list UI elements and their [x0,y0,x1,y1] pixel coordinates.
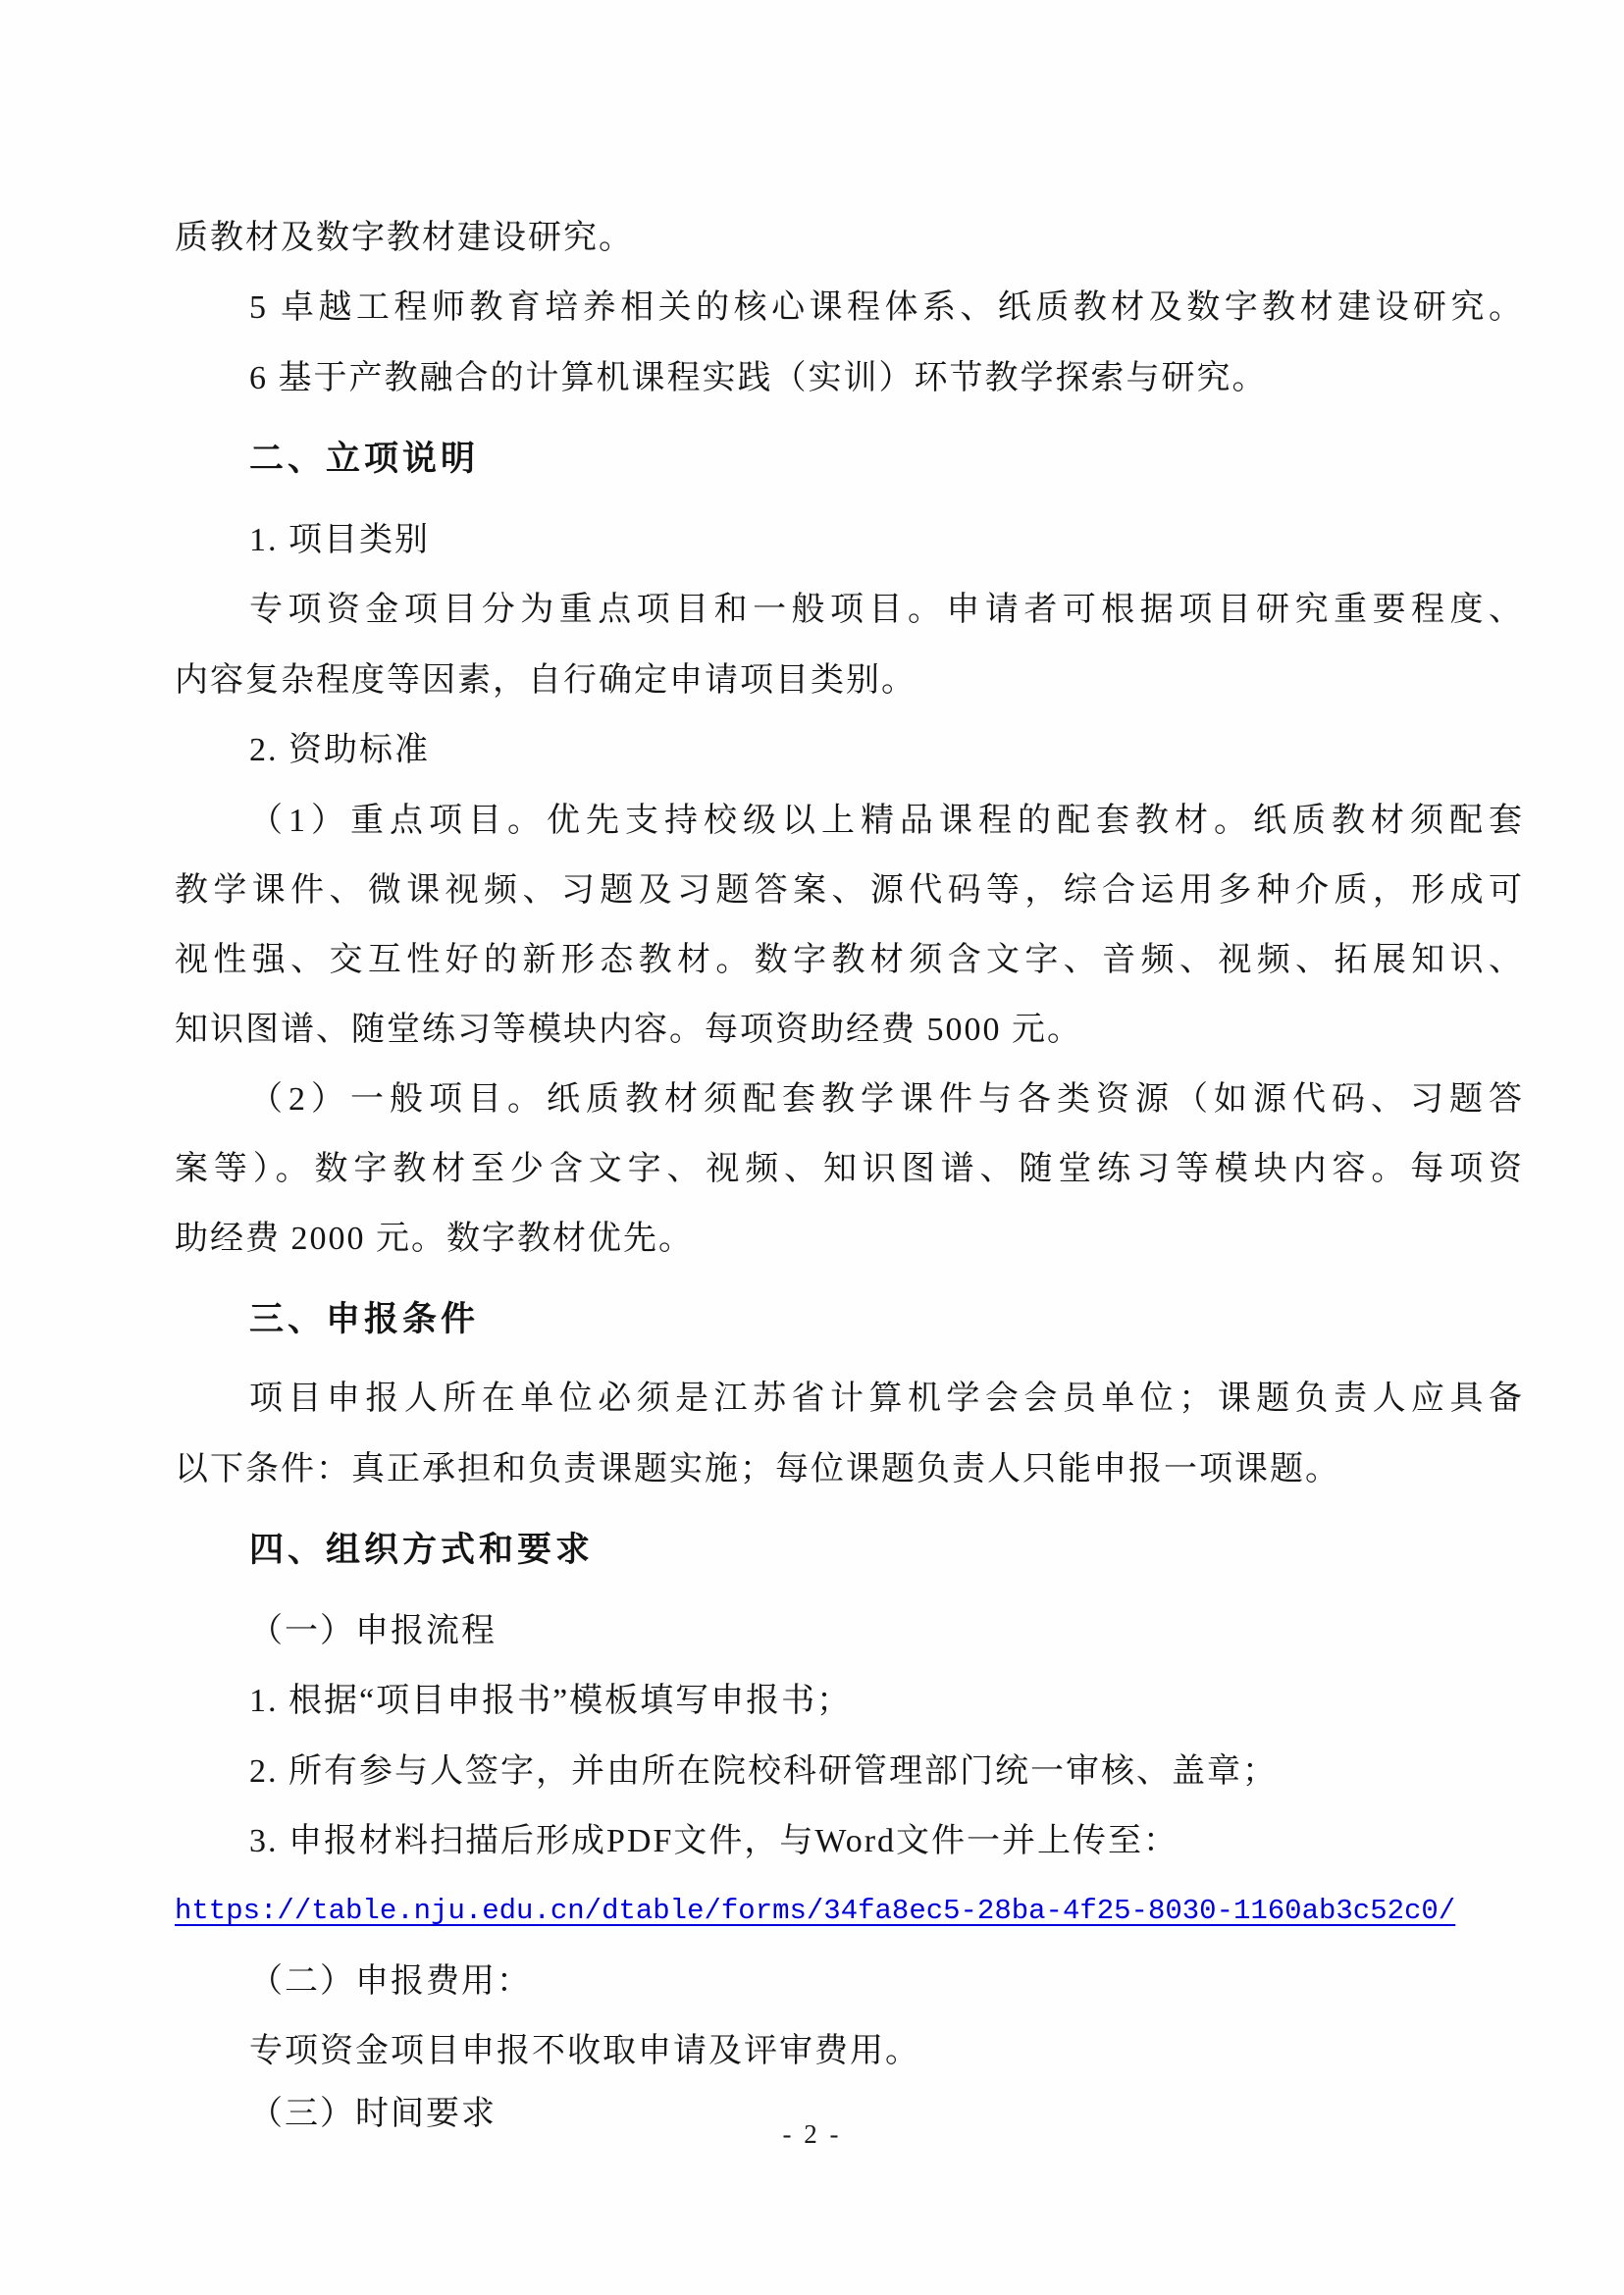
body-line: 质教材及数字教材建设研究。 [175,220,634,256]
body-line: 案等）。数字教材至少含文字、视频、知识图谱、随堂练习等模块内容。每项资 [175,1151,1524,1187]
body-line: （2）一般项目。纸质教材须配套教学课件与各类资源（如源代码、习题答 [249,1081,1524,1118]
body-line: 视性强、交互性好的新形态教材。数字教材须含文字、音频、视频、拓展知识、 [175,942,1524,978]
body-line: （1）重点项目。优先支持校级以上精品课程的配套教材。纸质教材须配套 [249,803,1524,839]
step-line-2: 2. 所有参与人签字，并由所在院校科研管理部门统一审核、盖章； [249,1753,1278,1790]
body-line: 以下条件：真正承担和负责课题实施；每位课题负责人只能申报一项课题。 [175,1451,1340,1487]
body-line: 项目申报人所在单位必须是江苏省计算机学会会员单位；课题负责人应具备 [249,1381,1524,1417]
upload-link[interactable]: https://table.nju.edu.cn/dtable/forms/34fa8ec5-28ba-4f25-8030-1160ab3c52c0/ [175,1895,1456,1927]
body-line: 教学课件、微课视频、习题及习题答案、源代码等，综合运用多种介质，形成可 [175,872,1524,909]
page-number: - 2 - [782,2119,842,2149]
body-line: 内容复杂程度等因素，自行确定申请项目类别。 [175,662,917,699]
body-line: 专项资金项目分为重点项目和一般项目。申请者可根据项目研究重要程度、 [249,592,1524,628]
step-line-1: 1. 根据“项目申报书”模板填写申报书； [249,1683,853,1719]
body-line: 专项资金项目申报不收取申请及评审费用。 [249,2033,920,2069]
list-item-topic-5: 5 卓越工程师教育培养相关的核心课程体系、纸质教材及数字教材建设研究。 [249,289,1524,326]
subheading-project-category: 1. 项目类别 [249,522,430,558]
list-item-topic-6: 6 基于产教融合的计算机课程实践（实训）环节教学探索与研究。 [249,360,1268,396]
subheading-application-fee: （二）申报费用： [249,1963,532,2000]
subheading-funding-standard: 2. 资助标准 [249,732,430,768]
subheading-time-requirement: （三）时间要求 [249,2096,497,2132]
body-line: 知识图谱、随堂练习等模块内容。每项资助经费 5000 元。 [175,1012,1082,1048]
step-line-3: 3. 申报材料扫描后形成PDF文件，与Word文件一并上传至： [249,1823,1179,1859]
heading-section-2: 二、立项说明 [249,440,480,478]
heading-section-3: 三、申报条件 [249,1300,480,1338]
heading-section-4: 四、组织方式和要求 [249,1531,595,1569]
subheading-application-process: （一）申报流程 [249,1613,497,1649]
body-line: 助经费 2000 元。数字教材优先。 [175,1221,694,1257]
